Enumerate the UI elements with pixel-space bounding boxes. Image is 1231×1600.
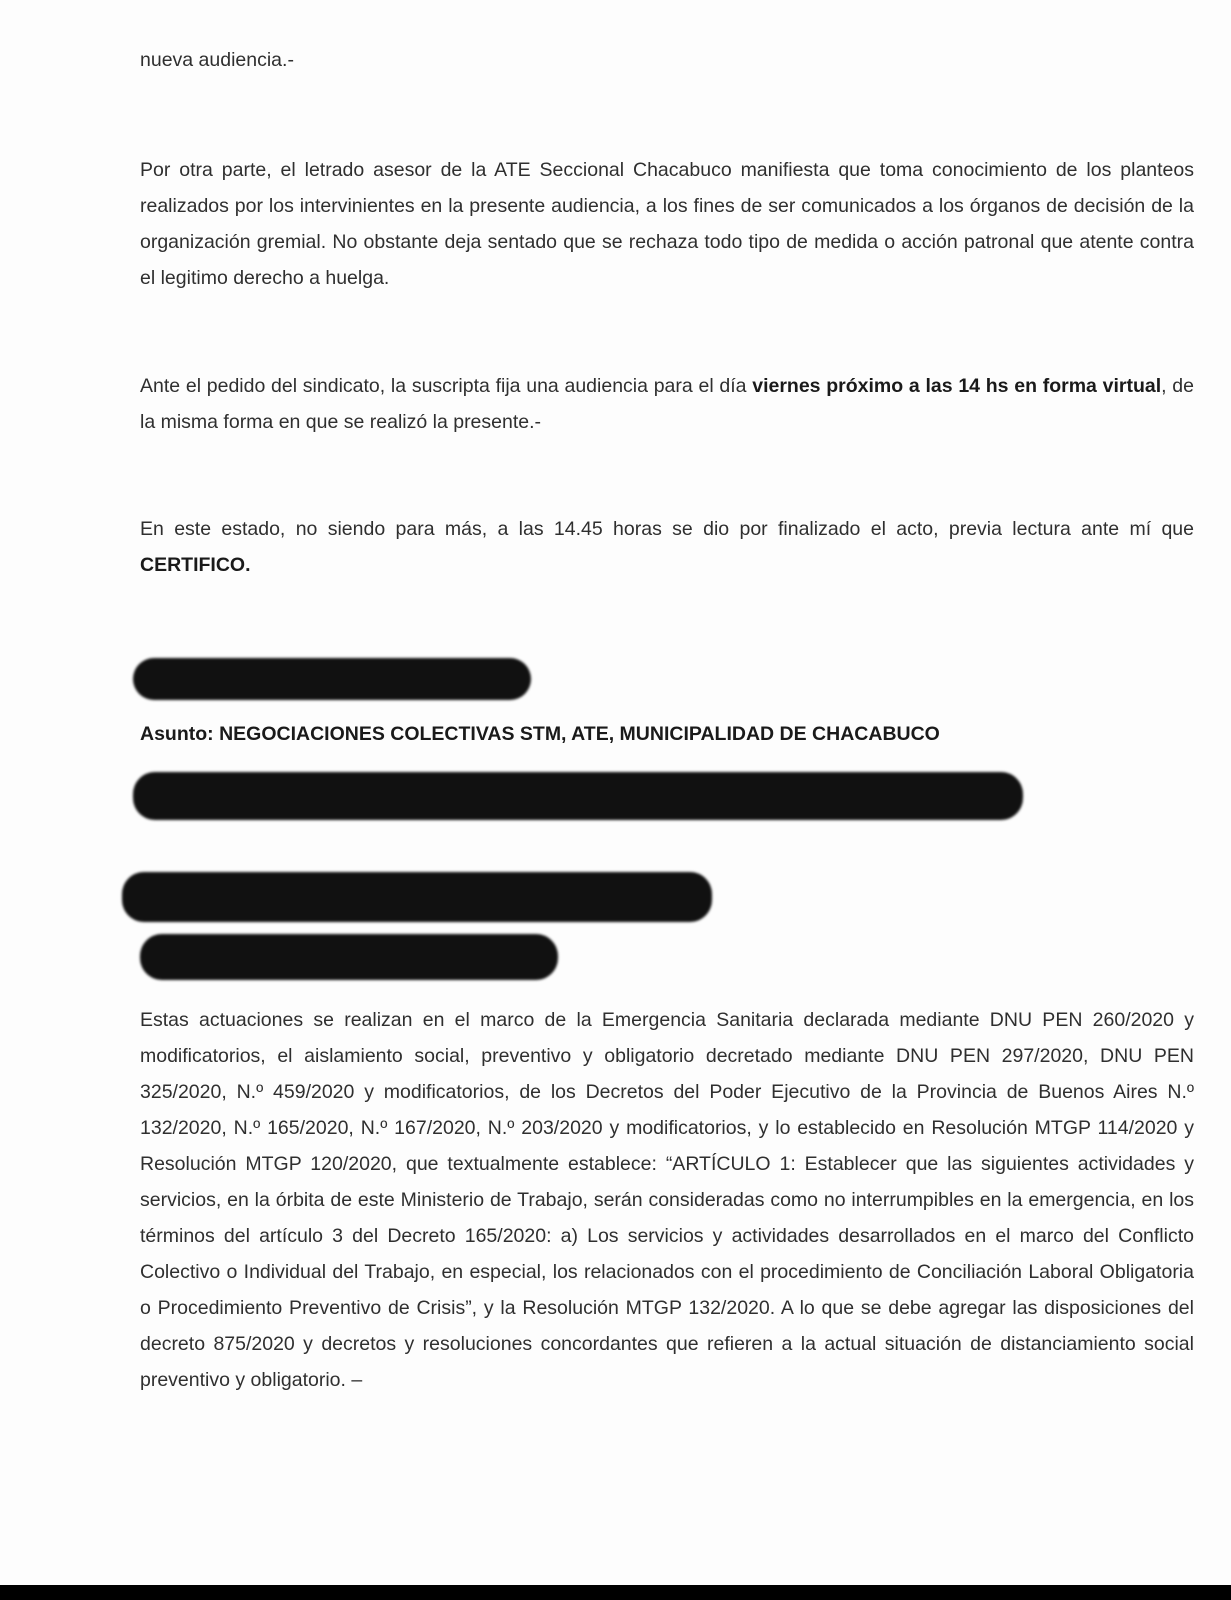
certification-text: En este estado, no siendo para más, a las 14.45 horas se dio por finalizado el acto, previa lectura ante mí que [140,518,1194,540]
certifico-bold: CERTIFICO. [140,554,251,576]
bottom-edge-bar [0,1585,1231,1600]
hearing-text-end: , de la misma forma en que se realizó la presente.- [140,375,1194,433]
hearing-text-start: Ante el pedido del sindicato, la suscripta fija una audiencia para el día [140,375,753,397]
subject-line [140,716,1194,752]
subject-text: Asunto: NEGOCIACIONES COLECTIVAS STM, ATE, MUNICIPALIDAD DE CHACABUCO [140,723,940,745]
paragraph-ate-lawyer: Por otra parte, el letrado asesor de la ATE Seccional Chacabuco manifiesta que toma conocimiento de los planteos realizados por los intervinientes en la presente audiencia, a los fines de ser comunicados a los órganos de decisión de la organización gremial. No obstante deja sentado que se rechaza todo tipo de medida o acción patronal que atente contra el legitimo derecho a huelga. [140,159,1194,289]
redaction-mark [133,658,531,700]
paragraph-certification [140,511,1194,583]
redaction-mark [133,772,1023,820]
redaction-mark [140,934,558,980]
hearing-date-bold: viernes próximo a las 14 hs en forma virtual [752,375,1162,397]
paragraph-hearing-scheduled [140,368,1194,440]
redaction-mark [122,872,712,922]
paragraph-closing-previous: nueva audiencia.- [140,49,294,71]
paragraph-legal-framework: Estas actuaciones se realizan en el marco de la Emergencia Sanitaria declarada mediante DNU PEN 260/2020 y modificatorios, el aislamiento social, preventivo y obligatorio decretado mediante DNU PEN 297/2020, DNU PEN 325/2020, N.º 459/2020 y modificatorios, de los Decretos del Poder Ejecutivo de la Provincia de Buenos Aires N.º 132/2020, N.º 165/2020, N.º 167/2020, N.º 203/2020 y modificatorios, y lo establecido en Resolución MTGP 114/2020 y Resolución MTGP 120/2020, que textualmente establece: “ARTÍCULO 1: Establecer que las siguientes actividades y servicios, en la órbita de este Ministerio de Trabajo, serán consideradas como no interrumpibles en la emergencia, en los términos del artículo 3 del Decreto 165/2020: a) Los servicios y actividades desarrollados en el marco del Conflicto Colectivo o Individual del Trabajo, en especial, los relacionados con el procedimiento de Conciliación Laboral Obligatoria o Procedimiento Preventivo de Crisis”, y la Resolución MTGP 132/2020. A lo que se debe agregar las disposiciones del decreto 875/2020 y decretos y resoluciones concordantes que refieren a la actual situación de distanciamiento social preventivo y obligatorio. – [140,1009,1194,1391]
